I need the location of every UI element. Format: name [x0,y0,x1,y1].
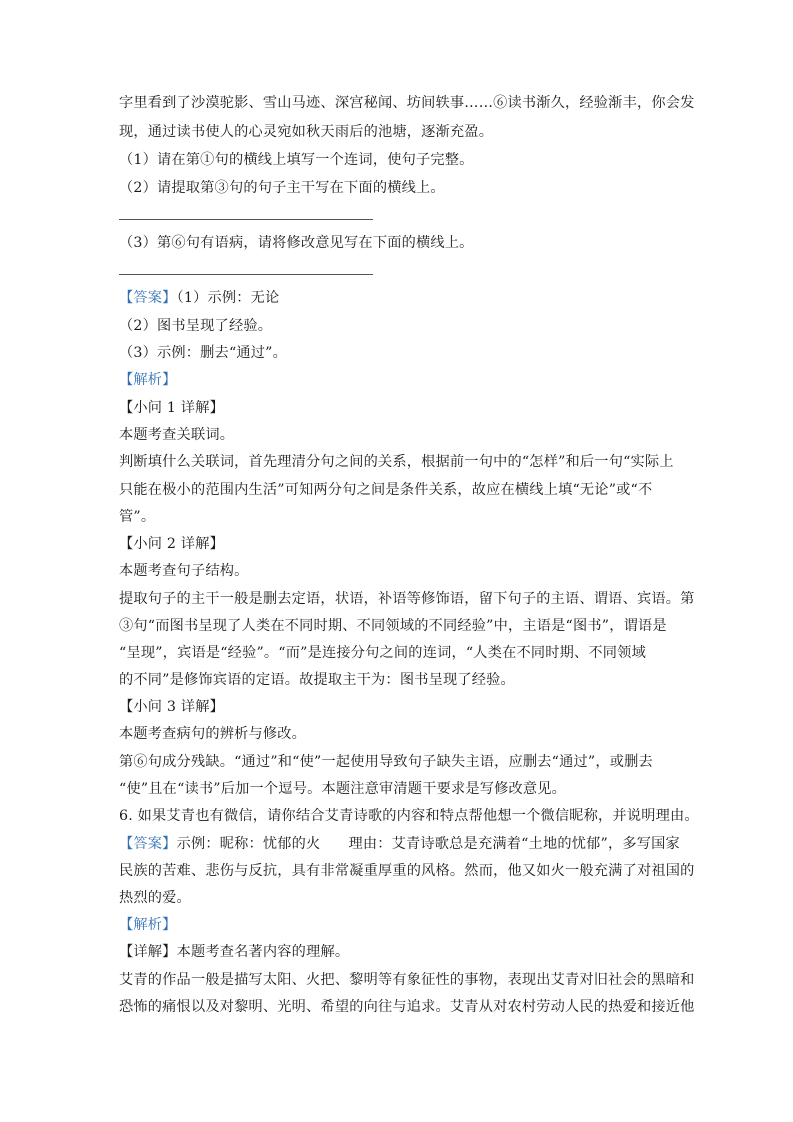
q6-detail-line: 艾青的作品一般是描写太阳、火把、黎明等有象征性的事物，表现出艾青对旧社会的黑暗和 [119,972,695,988]
question-1: （1）请在第①句的横线上填写一个连词，使句子完整。 [119,152,474,168]
sub2-line: 的不同”是修饰宾语的定语。故提取主干为：图书呈现了经验。 [119,672,515,688]
q6-reason: 理由：艾青诗歌总是充满着“土地的忧郁”，多写国家 [348,836,680,852]
sub3-title: 【小问 3 详解】 [119,699,224,715]
sub2-line: 提取句子的主干一般是删去定语，状语，补语等修饰语，留下句子的主语、谓语、宾语。第 [119,591,695,607]
answer-2: （2）图书呈现了经验。 [119,318,273,334]
q6-answer-line: 民族的苦难、悲伤与反抗，具有非常凝重厚重的风格。然而，他又如火一般充满了对祖国的 [119,863,695,879]
passage-line-2: 现，通过读书使人的心灵宛如秋天雨后的池塘，逐渐充盈。 [119,124,494,140]
sub1-line: 只能在极小的范围内生活”可知两分句之间是条件关系，故应在横线上填“无论”或“不 [119,482,653,498]
q6-analysis-tag: 【解析】 [119,917,177,933]
sub3-line: 本题考查病句的辨析与修改。 [119,726,307,742]
q6-answer-line: 热烈的爱。 [119,890,191,906]
question-2: （2）请提取第③句的句子主干写在下面的横线上。 [119,180,445,196]
q5-answer-line-1 [119,288,679,308]
detail-first: 本题考查名著内容的理解。 [176,944,350,960]
passage-line-1: 字里看到了沙漠驼影、雪山马迹、深宫秘闻、坊间轶事……⑥读书渐久，经验渐丰，你会发 [119,95,695,111]
sub1-title: 【小问 1 详解】 [119,400,224,416]
sub1-line: 本题考查关联词。 [119,427,235,443]
q6-detail-line-1 [119,942,679,962]
sub3-line: 第⑥句成分残缺。“通过”和“使”一起使用导致句子缺失主语，应删去“通过”，或删去 [119,754,653,770]
sub3-line: “使”且在“读书”后加一个逗号。本题注意审清题干要求是写修改意见。 [119,781,567,797]
answer-3: （3）示例：删去“通过”。 [119,345,288,361]
sub1-line: 管”。 [119,509,156,525]
detail-tag: 【详解】 [119,944,177,960]
sub2-line: 本题考查句子结构。 [119,563,249,579]
answer-1: （1）示例：无论 [176,290,280,306]
sub2-title: 【小问 2 详解】 [119,536,224,552]
q6-nickname: 示例：昵称：忧郁的火 [176,836,321,852]
answer-tag: 【答案】 [119,290,177,306]
q6-detail-line: 恐怖的痛恨以及对黎明、光明、希望的向往与追求。艾青从对农村劳动人民的热爱和接近他 [119,999,695,1015]
analysis-tag: 【解析】 [119,372,177,388]
sub2-line: ③句“而图书呈现了人类在不同时期、不同领域的不同经验”中，主语是“图书”，谓语是 [119,618,667,634]
answer-blank-2 [119,219,373,220]
answer-blank-3 [119,274,373,275]
sub2-line: “呈现”，宾语是“经验”。“而”是连接分句之间的连词，“人类在不同时期、不同领域 [119,645,646,661]
q6-answer-line-1 [119,834,679,854]
answer-tag: 【答案】 [119,836,177,852]
question-3: （3）第⑥句有语病，请将修改意见写在下面的横线上。 [119,235,474,251]
sub1-line: 判断填什么关联词，首先理清分句之间的关系，根据前一句中的“怎样”和后一句“实际上 [119,454,674,470]
question-6: 6. 如果艾青也有微信，请你结合艾青诗歌的内容和特点帮他想一个微信昵称，并说明理由。 [119,808,699,824]
